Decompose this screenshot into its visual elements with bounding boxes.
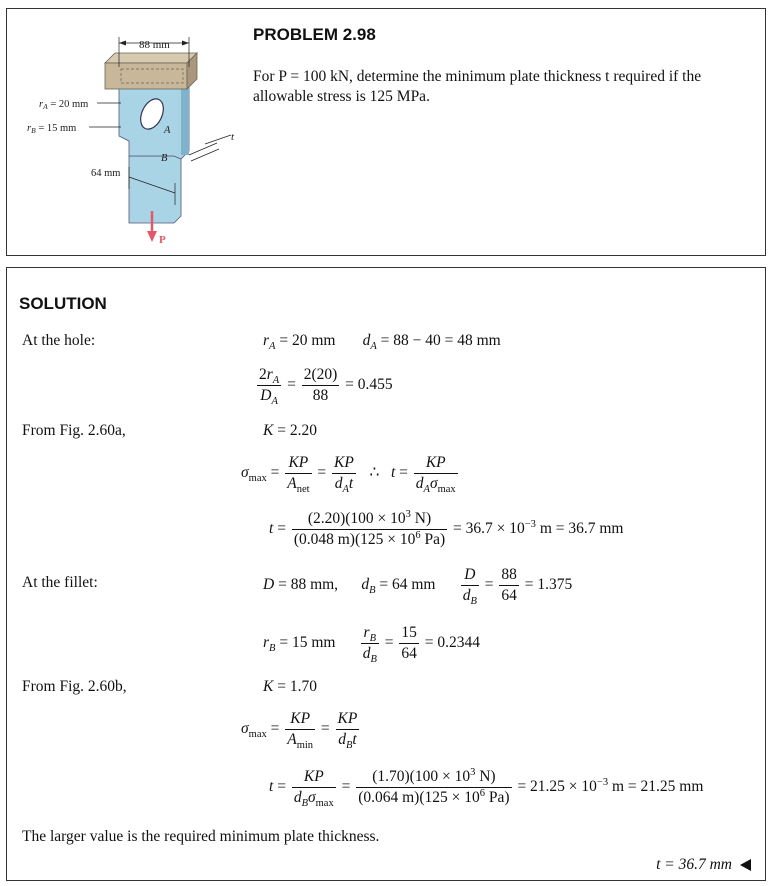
eq-t-hole: t = $\frac{(2.20)(100 \times 10^3 N)}{(0.048 m)(125 \times 10^6 Pa)}$ = $36.7 \times 10^{-3}$ m = 36.7 mm [269,508,624,548]
eq-sigma-hole: $\sigma_{max}$ = $\frac{KP}{A_{net}}$ = $\frac{KP}{d_At}$ ∴ t = $\frac{KP}{d_A\sigma_{max}}$ [241,454,456,496]
eq-t-fillet: t = $\frac{KP}{d_B\sigma_{max}}$ = $\frac{(1.70)(100 \times 10^3 N)}{(0.064 m)(125 \times 10^6 Pa)}$ = $21.25 \times 10^{-3}$ m = 21.25 mm [269,766,704,810]
final-answer [656,856,751,874]
problem-statement: For P = 100 kN, determine the minimum plate thickness t required if the allowable stress is 125 MPa. [253,68,702,105]
label-fig-b: From Fig. 2.60b, [22,678,127,695]
label-at-fillet: At the fillet: [22,574,98,591]
problem-box [6,8,766,256]
eq-hole-geometry: $r_A = 20$ mm $d_A = 88 - 40 = 48$ mm [263,332,501,353]
eq-sigma-fillet: $\sigma_{max}$ = $\frac{KP}{A_{min}}$ = $\frac{KP}{d_Bt}$ [241,710,358,752]
ra-label: rA = 20 mm [39,99,89,111]
solution-heading: SOLUTION [19,294,107,313]
label-at-hole: At the hole: [22,332,96,349]
eq-fillet-geometry: D = 88 mm, $d_B = 64$ mm $\frac{D}{d_B}$ = $\frac{88}{64}$ = 1.375 [263,566,573,608]
answer-marker-icon [740,859,751,871]
solution-box [6,267,766,881]
support-block-front [105,63,187,89]
eq-k-fillet: K = 1.70 [263,678,317,695]
load-arrow-head [147,231,157,242]
problem-heading: PROBLEM 2.98 [253,25,376,44]
label-fig-a: From Fig. 2.60a, [22,422,126,439]
load-label: P [159,234,166,246]
final-answer-text: t = 36.7 mm [656,856,732,873]
narrow-label: 64 mm [91,168,121,179]
width-label: 88 mm [139,39,170,51]
thickness-label: t [231,131,235,143]
point-b-label: B [161,153,168,164]
problem-figure [9,11,259,251]
rb-label: rB = 15 mm [27,123,77,135]
conclusion-text: The larger value is the required minimum plate thickness. [22,828,380,845]
point-a-label: A [164,125,171,136]
eq-fillet-ratio: $r_B = 15$ mm $\frac{r_B}{d_B}$ = $\frac{15}{64}$ = 0.2344 [263,624,480,666]
eq-k-hole: K = 2.20 [263,422,317,439]
eq-hole-ratio: $\frac{2r_A}{D_A}$ = $\frac{2(20)}{88}$ = 0.455 [259,366,393,408]
